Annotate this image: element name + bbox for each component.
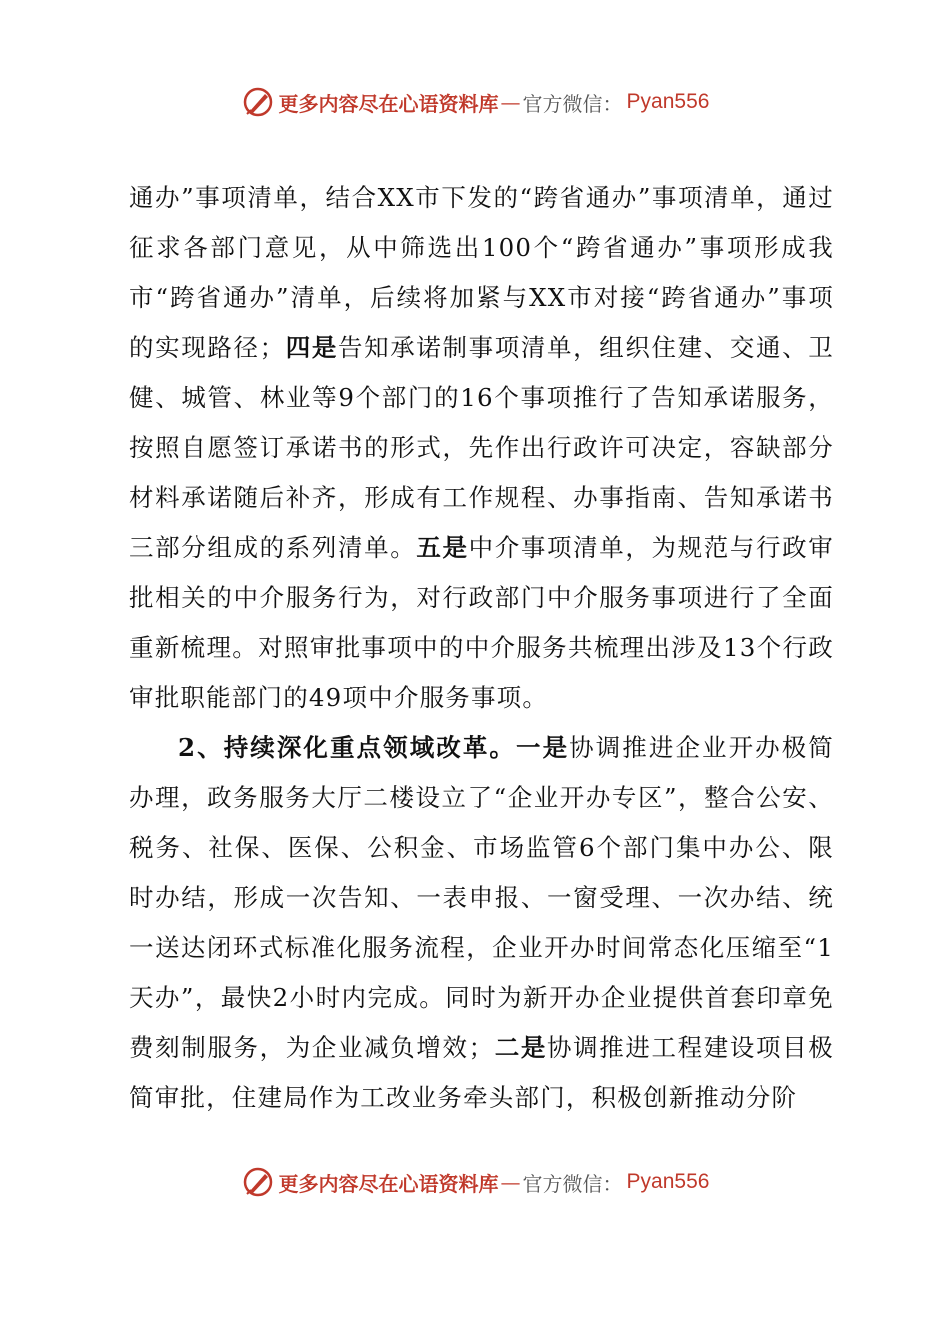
banner-dash: — <box>500 90 521 114</box>
p2-bold-1: 一是 <box>516 733 570 762</box>
banner-wechat-label: 官方微信： <box>522 91 623 116</box>
p1-bold-1: 四是 <box>285 333 339 362</box>
paragraph-1 <box>129 173 834 723</box>
footer-banner <box>0 1162 950 1202</box>
header-banner <box>0 82 950 122</box>
document-body <box>129 173 834 1123</box>
p1-text-1: 通办”事项清单，结合XX市下发的“跨省通办”事项清单，通过征求各部门意见，从中筛选出100个“跨省通办”事项形成我市“跨省通办”清单，后续将加紧与XX市对接“跨省通办”事项的实现路径； <box>129 183 834 362</box>
footer-dash: — <box>500 1170 521 1194</box>
p1-bold-2: 五是 <box>416 533 469 562</box>
banner-brand: 更多内容尽在心语资料库 <box>278 91 499 116</box>
p2-text-2: 协调推进工程建设项目极简审批，住建局作为工改业务牵头部门，积极创新推动分阶 <box>129 1033 834 1112</box>
footer-wechat-id: Pyan556 <box>626 1170 710 1193</box>
p1-text-3: 中介事项清单，为规范与行政审批相关的中介服务行为，对行政部门中介服务事项进行了全面重新梳理。对照审批事项中的中介服务共梳理出涉及13个行政审批职能部门的49项中介服务事项。 <box>129 533 834 712</box>
footer-wechat-label: 官方微信： <box>522 1171 623 1196</box>
pen-logo-icon <box>241 1165 275 1199</box>
p2-bold-2: 二是 <box>494 1033 548 1062</box>
pen-logo-icon <box>241 85 275 119</box>
p2-text-1: 协调推进企业开办极简办理，政务服务大厅二楼设立了“企业开办专区”，整合公安、税务、社保、医保、公积金、市场监管6个部门集中办公、限时办结，形成一次告知、一表申报、一窗受理、一次办结、统一送达闭环式标准化服务流程，企业开办时间常态化压缩至“1天办”，最快2小时内完成。同时为新开办企业提供首套印章免费刻制服务，为企业减负增效； <box>129 733 835 1062</box>
paragraph-2 <box>129 723 834 1123</box>
p1-text-2: 告知承诺制事项清单，组织住建、交通、卫健、城管、林业等9个部门的16个事项推行了告知承诺服务，按照自愿签订承诺书的形式，先作出行政许可决定，容缺部分材料承诺随后补齐，形成有工作规程、办事指南、告知承诺书三部分组成的系列清单。 <box>129 333 834 562</box>
banner-wechat-id: Pyan556 <box>626 90 710 113</box>
footer-brand: 更多内容尽在心语资料库 <box>278 1171 499 1196</box>
p2-heading: 2、持续深化重点领域改革。 <box>178 733 516 762</box>
